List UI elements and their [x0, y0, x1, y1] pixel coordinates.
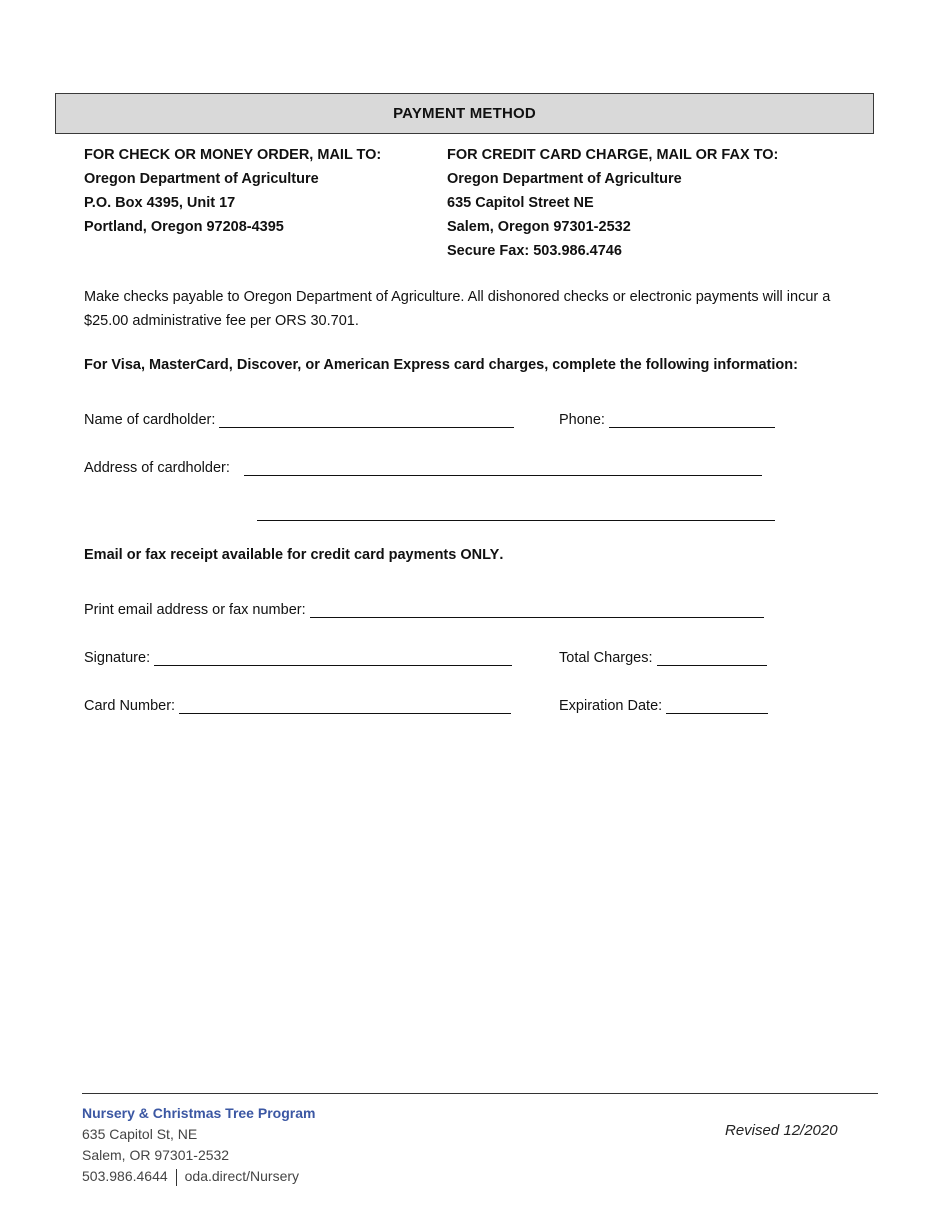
revision-date: Revised 12/2020 [725, 1122, 838, 1139]
footer-city: Salem, OR 97301-2532 [82, 1147, 230, 1163]
card-address-line: 635 Capitol Street NE [447, 195, 594, 211]
card-number-line[interactable] [179, 696, 511, 714]
email-fax-field[interactable] [84, 594, 764, 618]
check-address-line: Portland, Oregon 97208-4395 [84, 219, 284, 235]
phone-line[interactable] [609, 410, 775, 428]
card-number-field[interactable] [84, 690, 511, 714]
card-address-heading: FOR CREDIT CARD CHARGE, MAIL OR FAX TO: [447, 147, 779, 163]
card-mail-address [447, 143, 778, 263]
signature-field[interactable] [84, 642, 512, 666]
check-mail-address [84, 143, 381, 239]
card-number-label: Card Number: [84, 698, 176, 714]
footer-phone: 503.986.4644 [82, 1168, 168, 1184]
signature-label: Signature: [84, 650, 151, 666]
secure-fax: Secure Fax: 503.986.4746 [447, 243, 622, 259]
receipt-note-end: . [499, 547, 504, 563]
cardholder-name-line[interactable] [219, 410, 514, 428]
cardholder-name-label: Name of cardholder: [84, 412, 216, 428]
section-title: PAYMENT METHOD [393, 105, 536, 122]
receipt-note-text: Email or fax receipt available for credit card payments [84, 547, 461, 563]
check-address-heading: FOR CHECK OR MONEY ORDER, MAIL TO: [84, 147, 382, 163]
phone-label: Phone: [559, 412, 605, 428]
cardholder-address-field[interactable] [84, 452, 762, 476]
footer-web-link[interactable]: oda.direct/Nursery [184, 1168, 300, 1184]
footer-contact [82, 1103, 315, 1187]
total-charges-label: Total Charges: [559, 650, 653, 666]
footer-separator [176, 1169, 177, 1186]
phone-field[interactable] [559, 404, 775, 428]
card-instructions: For Visa, MasterCard, Discover, or American Express card charges, complete the following information: [84, 357, 798, 373]
receipt-note [84, 547, 503, 563]
expiration-date-field[interactable] [559, 690, 768, 714]
expiration-date-line[interactable] [666, 696, 768, 714]
cardholder-name-field[interactable] [84, 404, 514, 428]
section-header [55, 93, 874, 134]
card-address-line: Salem, Oregon 97301-2532 [447, 219, 631, 235]
check-address-line: Oregon Department of Agriculture [84, 171, 319, 187]
email-fax-line[interactable] [310, 600, 764, 618]
footer-divider [82, 1093, 878, 1094]
cardholder-address-line-1[interactable] [244, 458, 762, 476]
footer-street: 635 Capitol St, NE [82, 1126, 198, 1142]
total-charges-field[interactable] [559, 642, 767, 666]
cardholder-address-line-2[interactable] [257, 503, 775, 521]
signature-line[interactable] [154, 648, 512, 666]
expiration-date-label: Expiration Date: [559, 698, 663, 714]
check-address-line: P.O. Box 4395, Unit 17 [84, 195, 236, 211]
footer-program-name: Nursery & Christmas Tree Program [82, 1105, 316, 1121]
email-fax-label: Print email address or fax number: [84, 602, 306, 618]
cardholder-address-label: Address of cardholder: [84, 460, 230, 476]
payable-note: Make checks payable to Oregon Department of Agriculture. All dishonored checks or electronic payments will incur a $25.00 administrative fee per ORS 30.701. [84, 289, 831, 329]
total-charges-line[interactable] [657, 648, 767, 666]
receipt-note-emphasis: ONLY [460, 547, 500, 563]
footer-phone-web [82, 1166, 315, 1187]
card-address-line: Oregon Department of Agriculture [447, 171, 682, 187]
